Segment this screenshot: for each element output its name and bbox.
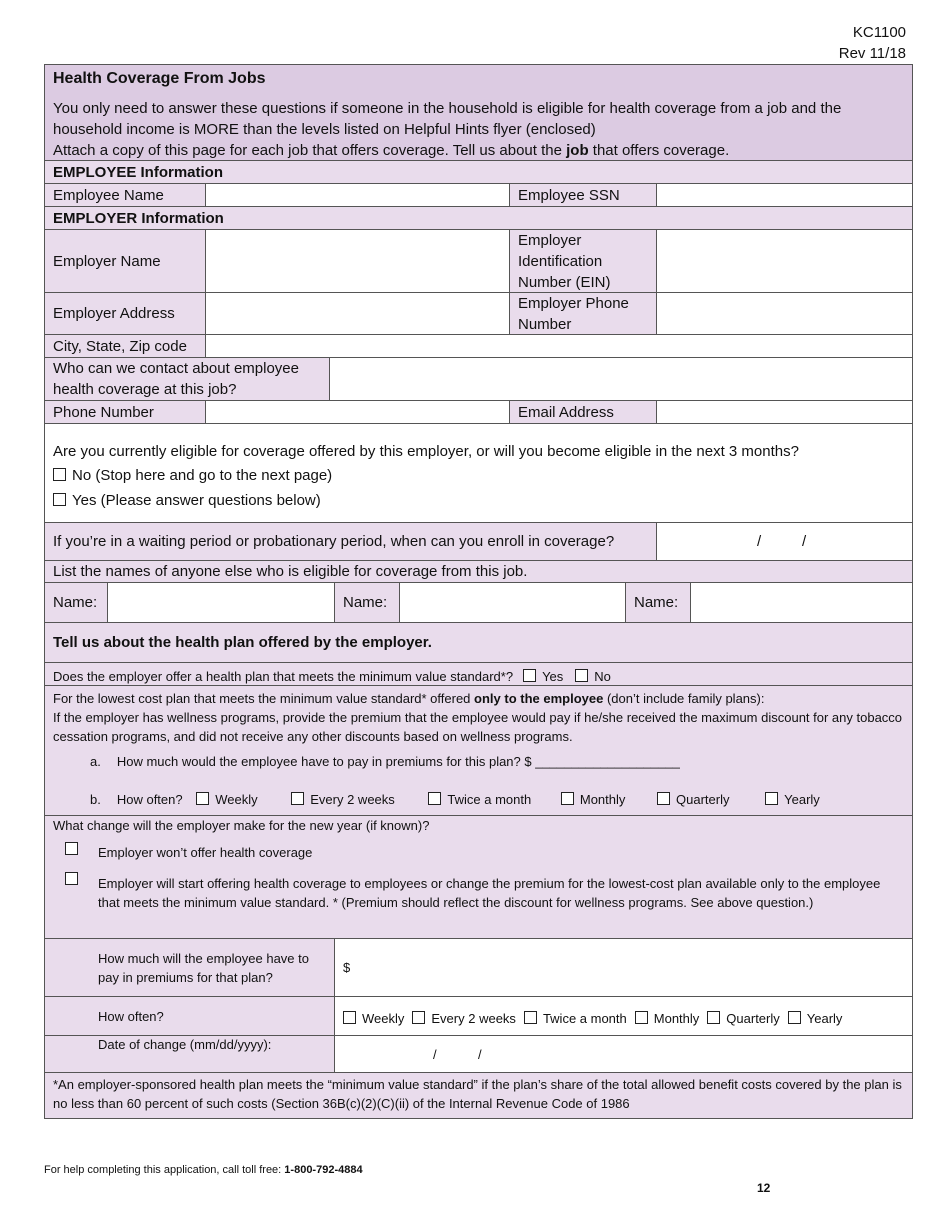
premium-question-a: a. How much would the employee have to pay in premiums for this plan? $ ____________________: [90, 754, 680, 769]
name-label-2: Name:: [334, 583, 399, 622]
eligibility-no-option[interactable]: No (Stop here and go to the next page): [53, 467, 904, 484]
eligibility-section: [45, 423, 912, 522]
city-state-zip-label: City, State, Zip code: [45, 335, 205, 357]
freq-new-twice-a-month[interactable]: Twice a month: [524, 1011, 627, 1026]
freq-new-monthly[interactable]: Monthly: [635, 1011, 700, 1026]
freq-b-yearly[interactable]: Yearly: [765, 792, 820, 807]
email-label: Email Address: [509, 401, 656, 423]
change-opt2-text: Employer will start offering health coverage to employees or change the premium for the lowest-cost plan available only to the employee that meets the minimum value standard. * (Premium should reflect the discount for wellness programs. See above question.): [98, 876, 881, 910]
eligibility-no-checkbox[interactable]: [53, 468, 66, 481]
date-change-field[interactable]: / /: [334, 1036, 912, 1072]
change-opt1-text: Employer won’t offer health coverage: [98, 845, 313, 860]
phone-label: Phone Number: [45, 401, 205, 423]
freq-new-weekly[interactable]: Weekly: [343, 1011, 404, 1026]
freq-b-monthly[interactable]: Monthly: [561, 792, 626, 807]
intro-attach-text: Attach a copy of this page for each job that offers coverage. Tell us about the job that offers coverage.: [53, 142, 730, 159]
new-frequency-row: [45, 996, 912, 1035]
contact-label: Who can we contact about employee health coverage at this job?: [45, 358, 329, 400]
enroll-date-field[interactable]: / /: [656, 523, 912, 560]
employer-phone-field[interactable]: [656, 293, 912, 334]
employer-header: EMPLOYER Information: [53, 209, 224, 227]
change-question: What change will the employer make for the new year (if known)?: [53, 818, 430, 833]
intro-text: You only need to answer these questions if someone in the household is eligible for health coverage from a job and the household income is MORE than the levels listed on Helpful Hints flyer (enclosed): [53, 100, 842, 138]
employer-address-label: Employer Address: [45, 293, 205, 334]
city-state-zip-row: [45, 334, 912, 357]
lowest-cost-intro: For the lowest cost plan that meets the minimum value standard* offered only to the employee (don’t include family plans):: [53, 691, 765, 706]
name-field-3[interactable]: [690, 583, 912, 622]
min-value-yes-checkbox[interactable]: [523, 669, 536, 682]
name-label-3: Name:: [625, 583, 690, 622]
footnote: *An employer-sponsored health plan meets the “minimum value standard” if the plan’s share of the total allowed benefit costs covered by the plan is no less than 60 percent of such costs (Section 36B(c)(2)(C)(ii) of the Internal Revenue Code of 1986: [53, 1077, 902, 1111]
name-field-2[interactable]: [399, 583, 625, 622]
freq-new-every-2-weeks[interactable]: Every 2 weeks: [412, 1011, 516, 1026]
footnote-row: [45, 1072, 912, 1118]
freq-b-weekly[interactable]: Weekly: [196, 792, 257, 807]
new-premium-field[interactable]: $: [334, 939, 912, 996]
eligibility-yes-option[interactable]: Yes (Please answer questions below): [53, 492, 904, 509]
change-section: [45, 815, 912, 938]
change-opt1-checkbox[interactable]: [65, 842, 78, 855]
freq-b-every-2-weeks[interactable]: Every 2 weeks: [291, 792, 395, 807]
lowest-cost-section: [45, 685, 912, 815]
list-names-row: [45, 560, 912, 582]
date-change-label: Date of change (mm/dd/yyyy):: [45, 1036, 334, 1072]
contact-row: [45, 357, 912, 400]
freq-new-quarterly[interactable]: Quarterly: [707, 1011, 779, 1026]
employee-name-row: [45, 183, 912, 206]
section-title: Health Coverage From Jobs: [53, 70, 266, 87]
employer-address-field[interactable]: [205, 293, 509, 334]
date-change-row: [45, 1035, 912, 1072]
employer-phone-label: Employer Phone Number: [509, 293, 656, 334]
employee-header: EMPLOYEE Information: [53, 163, 224, 181]
help-line: For help completing this application, call toll free: 1-800-792-4884: [44, 1164, 363, 1176]
min-value-no-checkbox[interactable]: [575, 669, 588, 682]
employer-name-row: [45, 229, 912, 292]
help-phone: 1-800-792-4884: [284, 1164, 363, 1176]
email-field[interactable]: [656, 401, 912, 423]
names-row: [45, 582, 912, 622]
phone-email-row: [45, 400, 912, 423]
employee-ssn-label: Employee SSN: [509, 184, 656, 206]
wellness-text: If the employer has wellness programs, provide the premium that the employee would pay if he/she received the maximum discount for any tobacco cessation programs, and did not receive any other discounts based on wellness programs.: [53, 710, 903, 744]
form-revision: Rev 11/18: [838, 45, 906, 62]
change-opt2-checkbox[interactable]: [65, 872, 78, 885]
ein-label: Employer Identification Number (EIN): [509, 230, 656, 292]
phone-field[interactable]: [205, 401, 509, 423]
page-number: 12: [757, 1181, 771, 1195]
form-code: KC1100: [852, 24, 906, 41]
eligibility-yes-checkbox[interactable]: [53, 493, 66, 506]
min-value-question-line: [45, 663, 912, 685]
eligibility-question: Are you currently eligible for coverage offered by this employer, or will you become eligible in the next 3 months?: [53, 443, 799, 460]
plan-header-row: [45, 622, 912, 662]
name-field-1[interactable]: [107, 583, 334, 622]
contact-field[interactable]: [329, 358, 912, 400]
min-value-yes-option[interactable]: Yes: [523, 669, 563, 684]
city-state-zip-field[interactable]: [205, 335, 912, 357]
plan-header: Tell us about the health plan offered by the employer.: [53, 634, 432, 651]
employer-header-row: [45, 206, 912, 229]
list-names-label: List the names of anyone else who is eligible for coverage from this job.: [53, 563, 528, 580]
employee-name-label: Employee Name: [45, 184, 205, 206]
min-value-no-option[interactable]: No: [575, 669, 611, 684]
freq-b-twice-a-month[interactable]: Twice a month: [428, 792, 531, 807]
intro-section: [45, 65, 912, 160]
employer-address-row: [45, 292, 912, 334]
freq-b-quarterly[interactable]: Quarterly: [657, 792, 729, 807]
new-premium-row: [45, 938, 912, 996]
ein-field[interactable]: [656, 230, 912, 292]
min-value-question: Does the employer offer a health plan that meets the minimum value standard*?: [53, 668, 514, 684]
waiting-period-question: If you’re in a waiting period or probationary period, when can you enroll in coverage?: [45, 523, 656, 560]
employee-header-row: [45, 160, 912, 183]
new-premium-question: How much will the employee have to pay in premiums for that plan?: [45, 939, 334, 996]
waiting-period-row: [45, 522, 912, 560]
new-frequency-options: [334, 997, 912, 1035]
name-label-1: Name:: [45, 583, 107, 622]
form-code-block: [839, 22, 906, 64]
employee-ssn-field[interactable]: [656, 184, 912, 206]
health-coverage-form: [44, 64, 913, 1119]
employer-name-field[interactable]: [205, 230, 509, 292]
min-value-row: [45, 662, 912, 685]
new-frequency-label: How often?: [45, 997, 334, 1035]
freq-new-yearly[interactable]: Yearly: [788, 1011, 843, 1026]
employer-name-label: Employer Name: [45, 230, 205, 292]
frequency-question-b: b. How often? Weekly Every 2 weeks Twice a month Monthly Quarterly Yearly: [90, 792, 820, 807]
employee-name-field[interactable]: [205, 184, 509, 206]
